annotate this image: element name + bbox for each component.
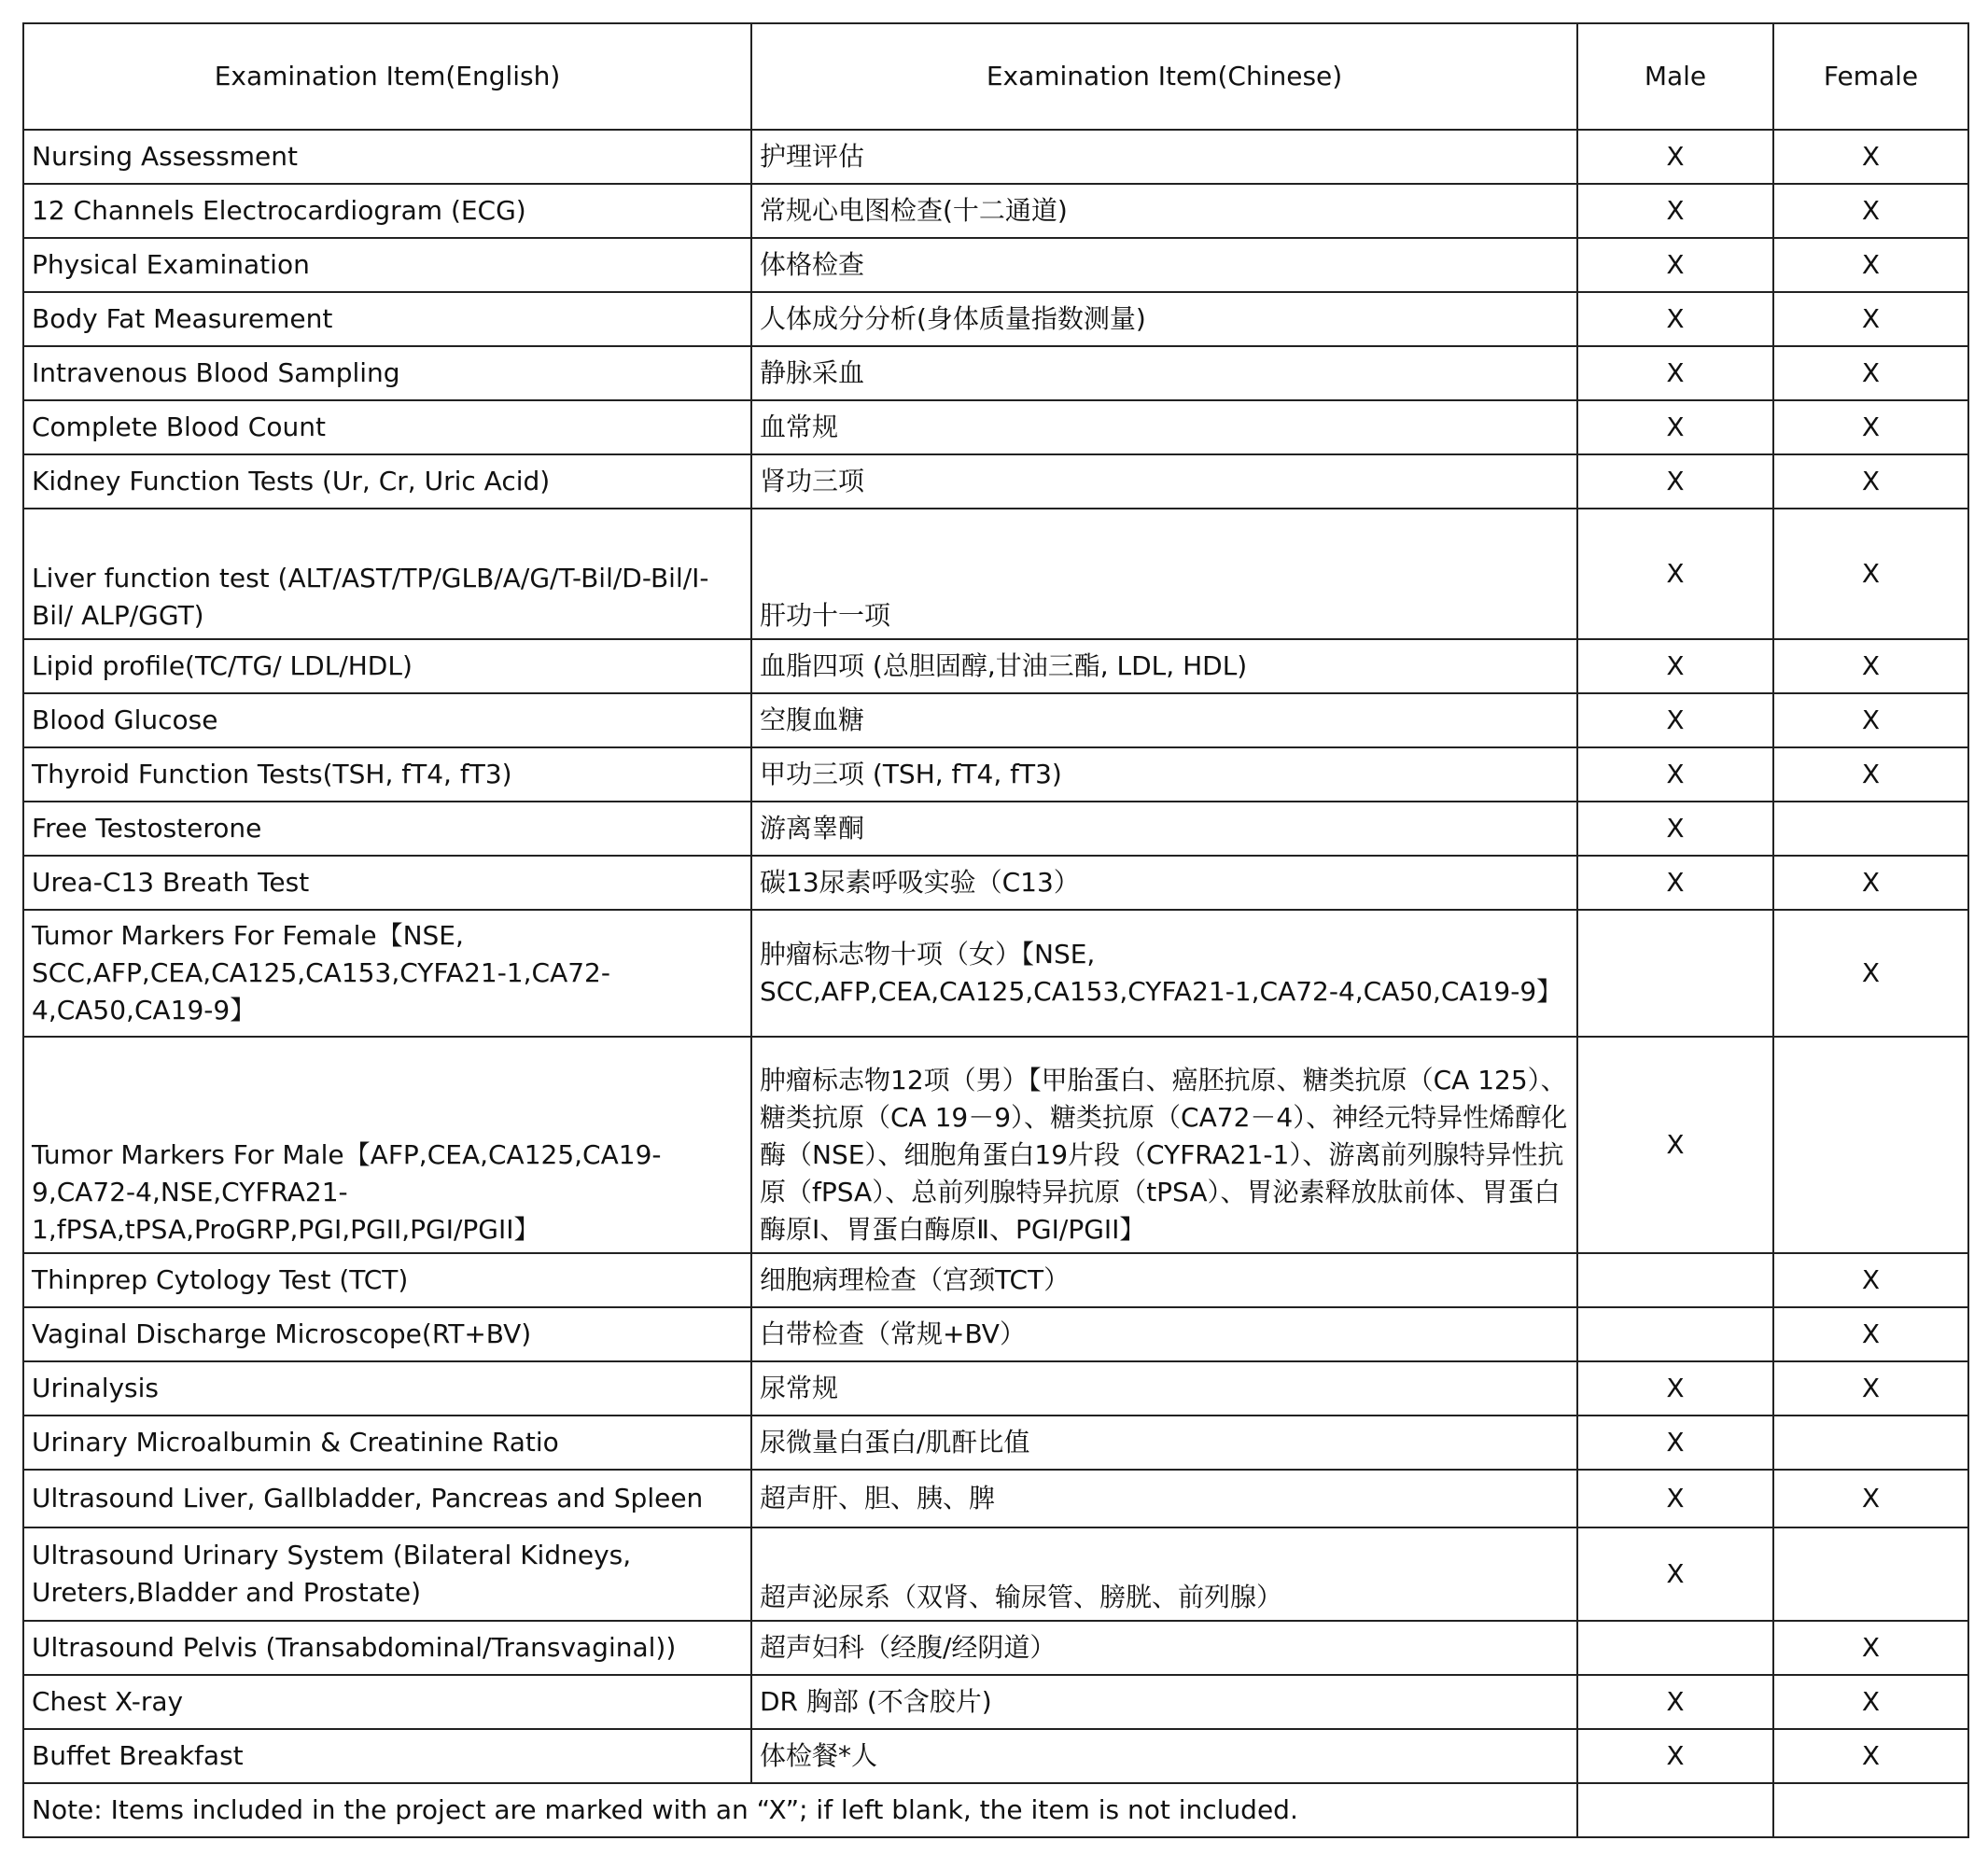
item-chinese: 肝功十一项	[751, 509, 1577, 639]
female-mark: X	[1773, 400, 1968, 454]
item-chinese: 护理评估	[751, 130, 1577, 184]
item-chinese: DR 胸部 (不含胶片)	[751, 1675, 1577, 1729]
table-row	[23, 1621, 1968, 1675]
item-english: Ultrasound Liver, Gallbladder, Pancreas and Spleen	[23, 1470, 751, 1527]
male-mark: X	[1577, 1729, 1773, 1783]
female-mark: X	[1773, 693, 1968, 747]
female-mark: X	[1773, 747, 1968, 802]
male-mark: X	[1577, 1527, 1773, 1621]
item-english: Liver function test (ALT/AST/TP/GLB/A/G/T-Bil/D-Bil/I-Bil/ ALP/GGT)	[23, 509, 751, 639]
table-header	[23, 23, 1968, 130]
female-mark	[1773, 1527, 1968, 1621]
item-english: Kidney Function Tests (Ur, Cr, Uric Acid)	[23, 454, 751, 509]
table-row	[23, 1527, 1968, 1621]
table-row	[23, 910, 1968, 1037]
item-chinese: 尿常规	[751, 1361, 1577, 1416]
male-mark: X	[1577, 693, 1773, 747]
exam-items-table	[22, 22, 1969, 1838]
male-mark: X	[1577, 639, 1773, 693]
table-row	[23, 238, 1968, 292]
note-empty-male	[1577, 1783, 1773, 1837]
female-mark: X	[1773, 1470, 1968, 1527]
female-mark: X	[1773, 292, 1968, 346]
note-text: Note: Items included in the project are marked with an “X”; if left blank, the item is not included.	[23, 1783, 1577, 1837]
table-row	[23, 509, 1968, 639]
female-mark: X	[1773, 509, 1968, 639]
header-english: Examination Item(English)	[23, 23, 751, 130]
female-mark	[1773, 1037, 1968, 1253]
male-mark: X	[1577, 1675, 1773, 1729]
item-english: Urinary Microalbumin & Creatinine Ratio	[23, 1416, 751, 1470]
item-english: Urinalysis	[23, 1361, 751, 1416]
item-english: Blood Glucose	[23, 693, 751, 747]
item-chinese: 超声肝、胆、胰、脾	[751, 1470, 1577, 1527]
item-chinese: 空腹血糖	[751, 693, 1577, 747]
female-mark	[1773, 802, 1968, 856]
item-chinese: 体格检查	[751, 238, 1577, 292]
female-mark: X	[1773, 1621, 1968, 1675]
item-chinese: 血常规	[751, 400, 1577, 454]
table-row	[23, 1675, 1968, 1729]
table-row	[23, 1253, 1968, 1307]
female-mark: X	[1773, 130, 1968, 184]
item-english: Complete Blood Count	[23, 400, 751, 454]
table-row	[23, 856, 1968, 910]
item-chinese: 游离睾酮	[751, 802, 1577, 856]
table-row	[23, 454, 1968, 509]
exam-items-sheet	[22, 22, 1967, 1838]
female-mark: X	[1773, 1729, 1968, 1783]
item-chinese: 碳13尿素呼吸实验（C13）	[751, 856, 1577, 910]
table-row	[23, 1729, 1968, 1783]
table-row	[23, 639, 1968, 693]
male-mark: X	[1577, 1361, 1773, 1416]
item-english: Ultrasound Pelvis (Transabdominal/Transvaginal))	[23, 1621, 751, 1675]
male-mark: X	[1577, 1470, 1773, 1527]
male-mark: X	[1577, 747, 1773, 802]
item-english: Free Testosterone	[23, 802, 751, 856]
male-mark: X	[1577, 292, 1773, 346]
male-mark: X	[1577, 400, 1773, 454]
table-row	[23, 1307, 1968, 1361]
item-english: 12 Channels Electrocardiogram (ECG)	[23, 184, 751, 238]
header-female: Female	[1773, 23, 1968, 130]
item-english: Thyroid Function Tests(TSH, fT4, fT3)	[23, 747, 751, 802]
table-row	[23, 1037, 1968, 1253]
note-row	[23, 1783, 1968, 1837]
item-chinese: 白带检查（常规+BV）	[751, 1307, 1577, 1361]
female-mark: X	[1773, 454, 1968, 509]
item-chinese: 细胞病理检查（宫颈TCT）	[751, 1253, 1577, 1307]
female-mark: X	[1773, 184, 1968, 238]
item-english: Lipid profile(TC/TG/ LDL/HDL)	[23, 639, 751, 693]
female-mark: X	[1773, 1675, 1968, 1729]
male-mark	[1577, 910, 1773, 1037]
item-english: Urea-C13 Breath Test	[23, 856, 751, 910]
table-row	[23, 130, 1968, 184]
table-row	[23, 292, 1968, 346]
item-english: Buffet Breakfast	[23, 1729, 751, 1783]
item-chinese: 血脂四项 (总胆固醇,甘油三酯, LDL, HDL)	[751, 639, 1577, 693]
header-male: Male	[1577, 23, 1773, 130]
male-mark: X	[1577, 802, 1773, 856]
male-mark: X	[1577, 238, 1773, 292]
item-english: Body Fat Measurement	[23, 292, 751, 346]
header-row	[23, 23, 1968, 130]
table-row	[23, 400, 1968, 454]
female-mark: X	[1773, 238, 1968, 292]
male-mark: X	[1577, 1037, 1773, 1253]
male-mark: X	[1577, 454, 1773, 509]
male-mark	[1577, 1307, 1773, 1361]
female-mark: X	[1773, 856, 1968, 910]
table-row	[23, 693, 1968, 747]
header-chinese: Examination Item(Chinese)	[751, 23, 1577, 130]
item-chinese: 体检餐*人	[751, 1729, 1577, 1783]
male-mark: X	[1577, 346, 1773, 400]
item-english: Thinprep Cytology Test (TCT)	[23, 1253, 751, 1307]
table-row	[23, 1416, 1968, 1470]
table-row	[23, 346, 1968, 400]
item-chinese: 超声妇科（经腹/经阴道）	[751, 1621, 1577, 1675]
table-row	[23, 1361, 1968, 1416]
male-mark: X	[1577, 130, 1773, 184]
item-english: Chest X-ray	[23, 1675, 751, 1729]
female-mark: X	[1773, 1253, 1968, 1307]
table-row	[23, 747, 1968, 802]
female-mark	[1773, 1416, 1968, 1470]
item-english: Intravenous Blood Sampling	[23, 346, 751, 400]
item-english: Physical Examination	[23, 238, 751, 292]
female-mark: X	[1773, 1361, 1968, 1416]
item-chinese: 肿瘤标志物12项（男）【甲胎蛋白、癌胚抗原、糖类抗原（CA 125）、糖类抗原（CA 19－9）、糖类抗原（CA72－4）、神经元特异性烯醇化酶（NSE）、细胞角蛋白19片段（CYFRA21-1）、游离前列腺特异性抗原（fPSA）、总前列腺特异抗原（tPSA）、胃泌素释放肽前体、胃蛋白酶原Ⅰ、胃蛋白酶原Ⅱ、PGI/PGII】	[751, 1037, 1577, 1253]
item-chinese: 尿微量白蛋白/肌酐比值	[751, 1416, 1577, 1470]
female-mark: X	[1773, 346, 1968, 400]
male-mark: X	[1577, 184, 1773, 238]
item-chinese: 肿瘤标志物十项（女）【NSE, SCC,AFP,CEA,CA125,CA153,CYFA21-1,CA72-4,CA50,CA19-9】	[751, 910, 1577, 1037]
item-english: Nursing Assessment	[23, 130, 751, 184]
table-row	[23, 802, 1968, 856]
item-chinese: 超声泌尿系（双肾、输尿管、膀胱、前列腺）	[751, 1527, 1577, 1621]
table-row	[23, 184, 1968, 238]
item-chinese: 静脉采血	[751, 346, 1577, 400]
male-mark: X	[1577, 509, 1773, 639]
item-english: Vaginal Discharge Microscope(RT+BV)	[23, 1307, 751, 1361]
item-english: Tumor Markers For Female【NSE, SCC,AFP,CEA,CA125,CA153,CYFA21-1,CA72-4,CA50,CA19-9】	[23, 910, 751, 1037]
female-mark: X	[1773, 639, 1968, 693]
item-english: Ultrasound Urinary System (Bilateral Kidneys, Ureters,Bladder and Prostate)	[23, 1527, 751, 1621]
female-mark: X	[1773, 1307, 1968, 1361]
male-mark	[1577, 1253, 1773, 1307]
item-english: Tumor Markers For Male【AFP,CEA,CA125,CA19-9,CA72-4,NSE,CYFRA21-1,fPSA,tPSA,ProGRP,PGI,PGII,PGI/PGII】	[23, 1037, 751, 1253]
item-chinese: 常规心电图检查(十二通道)	[751, 184, 1577, 238]
item-chinese: 甲功三项 (TSH, fT4, fT3)	[751, 747, 1577, 802]
item-chinese: 肾功三项	[751, 454, 1577, 509]
male-mark: X	[1577, 1416, 1773, 1470]
male-mark	[1577, 1621, 1773, 1675]
table-body	[23, 130, 1968, 1837]
note-empty-female	[1773, 1783, 1968, 1837]
male-mark: X	[1577, 856, 1773, 910]
table-row	[23, 1470, 1968, 1527]
item-chinese: 人体成分分析(身体质量指数测量)	[751, 292, 1577, 346]
female-mark: X	[1773, 910, 1968, 1037]
